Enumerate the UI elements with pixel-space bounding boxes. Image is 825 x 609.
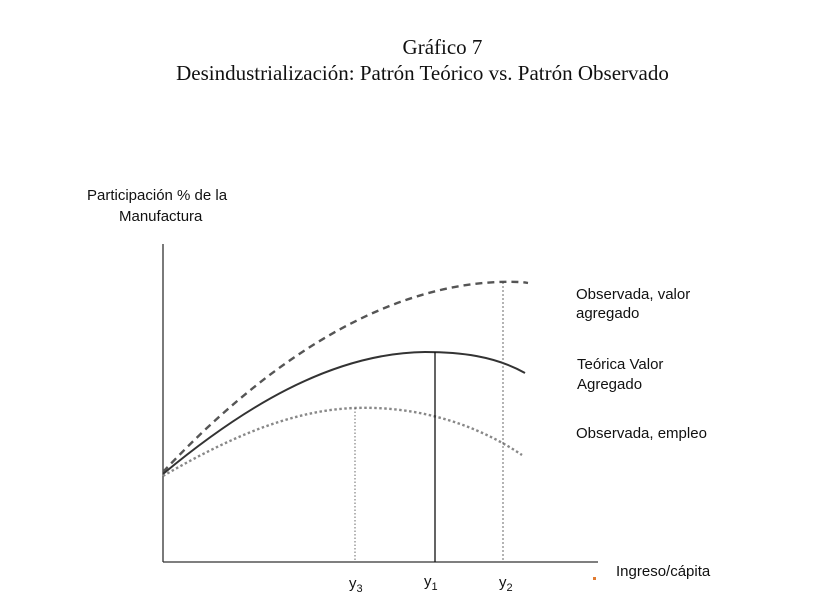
- title-line-2: Desindustrialización: Patrón Teórico vs. Patrón Observado: [176, 61, 669, 85]
- orange-marker-dot: [593, 577, 596, 580]
- x-axis-label: Ingreso/cápita: [616, 563, 711, 580]
- tick-label-y3: $y_3$: [349, 575, 363, 595]
- label-theoretical-value-added-line-2: Agregado: [577, 376, 643, 393]
- tick-label-y2: $y_2$: [499, 574, 513, 594]
- label-observed-value-added-line-1: Observada, valor: [576, 286, 691, 303]
- label-observed-value-added-line-2: agregado: [576, 305, 640, 322]
- y-axis-label-line-1: Participación % de la: [87, 187, 228, 204]
- y-axis-label-line-2: Manufactura: [119, 208, 203, 225]
- curve-theoretical-value-added: [163, 352, 525, 474]
- title-line-1: Gráfico 7: [402, 35, 483, 59]
- label-observed-employment: Observada, empleo: [576, 425, 707, 442]
- curve-observed-value-added: [163, 282, 528, 472]
- label-theoretical-value-added-line-1: Teórica Valor: [577, 356, 664, 373]
- tick-label-y1: $y_1$: [424, 573, 438, 593]
